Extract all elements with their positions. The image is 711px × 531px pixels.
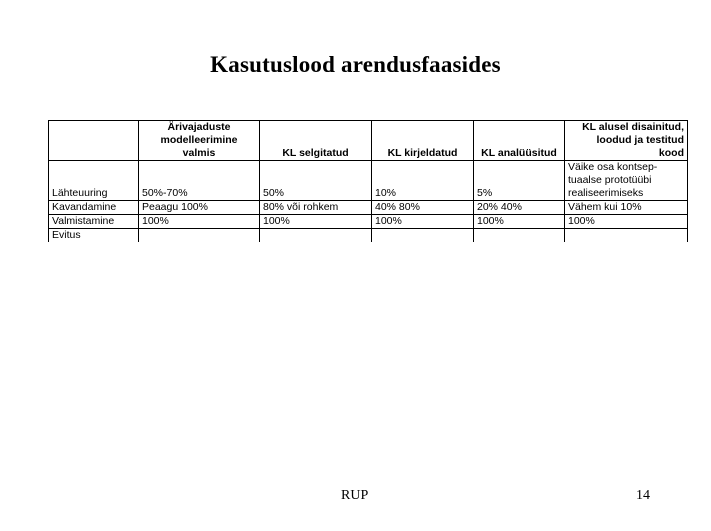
table-cell [260,229,372,243]
slide-title: Kasutuslood arendusfaasides [210,52,501,77]
table-cell [372,229,474,243]
table-row-transition [49,229,688,243]
header-cell-business-modeling [139,121,260,161]
table-cell [565,229,688,243]
table-cell: 80% või rohkem [260,201,372,215]
row-label: Valmistamine [49,215,139,229]
table-cell: 20% 40% [474,201,565,215]
phase-table [48,120,688,242]
row-label: Lähteuuring [49,161,139,201]
table-cell: 50%-70% [139,161,260,201]
table-row-inception [49,161,688,201]
row-label: Kavandamine [49,201,139,215]
table-row-elaboration [49,201,688,215]
page-number: 14 [636,488,650,503]
footer-label: RUP [341,488,369,503]
table-cell: 50% [260,161,372,201]
table-cell: 5% [474,161,565,201]
cell-text: Väike osa kontsep- tuaalse prototüübi realiseerimiseks [568,161,658,199]
table-cell: 40% 80% [372,201,474,215]
header-cell-clarified: KL selgitatud [260,121,372,161]
table-cell [565,161,688,201]
table-cell: 100% [565,215,688,229]
header-cell-designed-code [565,121,688,161]
table-cell: 10% [372,161,474,201]
header-cell-empty [49,121,139,161]
table-cell: 100% [260,215,372,229]
table-cell [139,229,260,243]
header-text: KL alusel disainitud, loodud ja testitud kood [582,121,684,159]
table-cell: 100% [139,215,260,229]
table-cell: Vähem kui 10% [565,201,688,215]
header-cell-described: KL kirjeldatud [372,121,474,161]
table-cell: 100% [372,215,474,229]
header-text: Ärivajaduste modelleerimine valmis [160,121,238,159]
table-cell: 100% [474,215,565,229]
table-row-construction [49,215,688,229]
row-label: Evitus [49,229,139,243]
table-header-row [49,121,688,161]
header-cell-analyzed: KL analüüsitud [474,121,565,161]
table-cell [474,229,565,243]
table-cell: Peaagu 100% [139,201,260,215]
